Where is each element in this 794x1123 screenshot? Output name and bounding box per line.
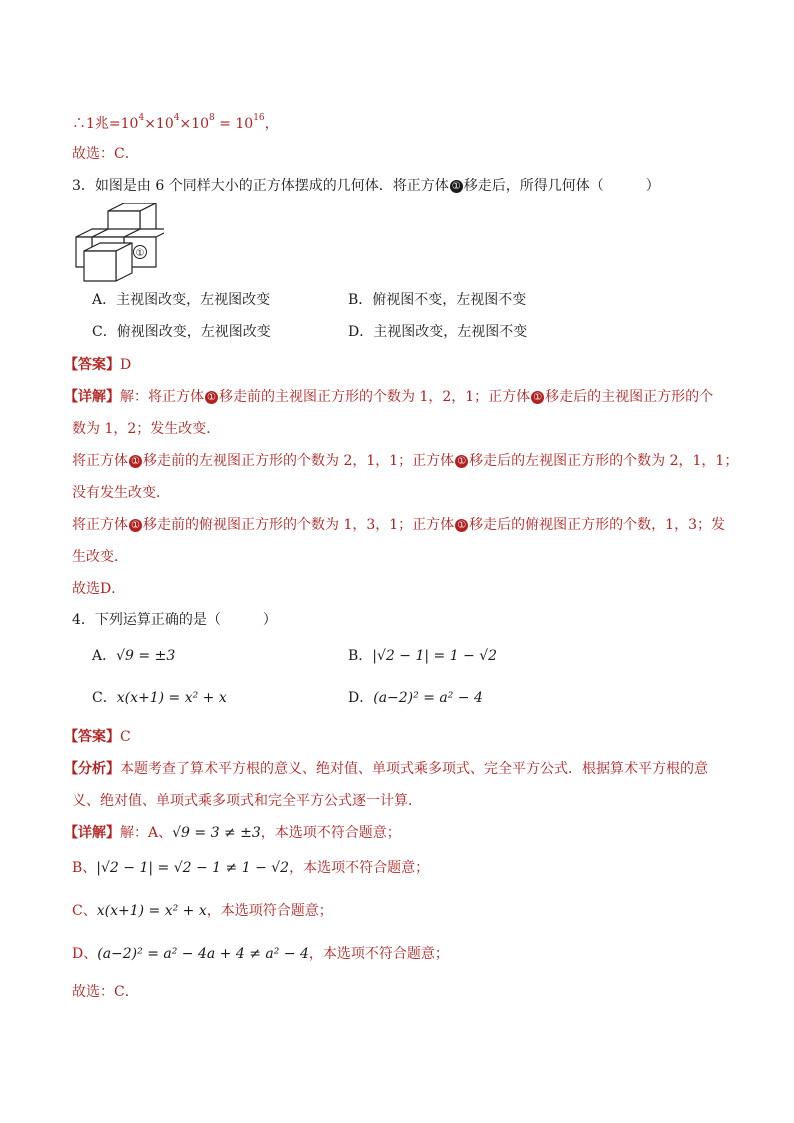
opt-b-expr: |√2 − 1| = 1 − √2 — [372, 648, 498, 664]
q4-option-c — [92, 688, 227, 708]
analysis-text-1: 本题考查了算术平方根的意义、绝对值、单项式乘多项式、完全平方公式．根据算术平方根的意 — [120, 761, 708, 777]
q4-detail-d — [72, 944, 449, 964]
detail-tag: 【详解】 — [64, 389, 120, 405]
q3-detail-line-6: 生改变． — [72, 549, 128, 565]
q4-detail-c — [72, 901, 333, 921]
circle-one-icon: ① — [129, 519, 142, 532]
q3-final-answer: 故选D． — [72, 581, 126, 597]
exp-4: 16 — [253, 113, 265, 123]
circle-one-icon: ① — [205, 391, 218, 404]
opt-d-expr: (a−2)² = a² − 4 — [373, 690, 483, 706]
q3-option-b: B．俯视图不变，左视图不变 — [348, 292, 527, 308]
q3-stem-b: 移走后，所得几何体（ ） — [463, 178, 660, 194]
opt-a-label: A． — [92, 648, 117, 664]
q3-answer — [64, 355, 131, 375]
detail-d-expr: (a−2)² = a² − 4a + 4 ≠ a² − 4 — [97, 946, 309, 962]
eq-equals: = 10 — [214, 116, 254, 132]
d5c: 移走后的俯视图正方形的个数，1，3；发 — [469, 517, 725, 533]
q4-option-d — [348, 688, 483, 708]
opt-b-label: B． — [348, 648, 373, 664]
detail-b-expr: |√2 − 1| = √2 − 1 ≠ 1 − √2 — [96, 860, 290, 876]
d3b: 移走前的左视图正方形的个数为 2，1，1；正方体 — [143, 453, 455, 469]
q4-stem: 4．下列运算正确的是（ ） — [72, 612, 277, 628]
exp-2: 4 — [173, 113, 180, 123]
opt-c-label: C． — [92, 690, 117, 706]
detail-tag: 【详解】 — [64, 825, 120, 841]
exp-1: 4 — [138, 113, 145, 123]
q3-detail-line-2: 数为 1，2；发生改变． — [72, 421, 221, 437]
q4-final-answer: 故选：C． — [72, 984, 139, 1000]
d1a: 解：将正方体 — [120, 389, 204, 405]
detail-c-prefix: C、 — [72, 903, 97, 919]
q3-detail-line-3 — [72, 451, 738, 471]
q3-option-c: C．俯视图改变，左视图改变 — [92, 324, 271, 340]
answer-value: D — [120, 357, 132, 373]
opt-d-label: D． — [348, 690, 374, 706]
detail-a-expr: √9 = 3 ≠ ±3 — [172, 825, 261, 841]
q4-analysis-line-2: 义、绝对值、单项式乘多项式和完全平方公式逐一计算． — [72, 793, 422, 809]
power-equation-line — [72, 108, 279, 134]
eq-sep-1: ×10 — [144, 116, 174, 132]
circle-one-icon: ① — [450, 180, 463, 193]
analysis-tag: 【分析】 — [64, 761, 120, 777]
q4-detail-a — [64, 823, 401, 843]
answer-value: C — [120, 729, 131, 745]
d5a: 将正方体 — [72, 517, 128, 533]
opt-c-expr: x(x+1) = x² + x — [116, 690, 227, 706]
q4-analysis-line-1 — [64, 759, 708, 779]
d3c: 移走后的左视图正方形的个数为 2，1，1； — [469, 453, 739, 469]
answer-tag: 【答案】 — [64, 357, 120, 373]
d5b: 移走前的俯视图正方形的个数为 1，3，1；正方体 — [143, 517, 455, 533]
cube-figure — [72, 203, 164, 285]
d1b: 移走前的主视图正方形的个数为 1，2，1；正方体 — [219, 389, 531, 405]
circle-one-icon: ① — [455, 455, 468, 468]
cube-label-one: ① — [135, 248, 145, 259]
detail-c-tail: ，本选项符合题意； — [206, 903, 333, 919]
answer-tag: 【答案】 — [64, 729, 120, 745]
detail-b-tail: ，本选项不符合题意； — [289, 860, 430, 876]
answer-line-prev: 故选：C． — [72, 146, 139, 162]
q3-stem-a: 3．如图是由 6 个同样大小的正方体摆成的几何体．将正方体 — [72, 178, 449, 194]
circle-one-icon: ① — [455, 519, 468, 532]
opt-a-expr: √9 = ±3 — [116, 648, 176, 664]
detail-c-expr: x(x+1) = x² + x — [96, 903, 207, 919]
q3-stem — [72, 176, 660, 196]
q4-option-a — [92, 646, 175, 666]
q4-option-b — [348, 646, 497, 666]
circle-one-icon: ① — [531, 391, 544, 404]
q3-option-d: D．主视图改变，左视图不变 — [348, 324, 528, 340]
q3-detail-line-5 — [72, 515, 725, 535]
exp-3: 8 — [209, 113, 215, 123]
detail-a-prefix: 解：A、 — [120, 825, 173, 841]
q3-detail-line-1 — [64, 387, 713, 407]
detail-d-tail: ，本选项不符合题意； — [308, 946, 449, 962]
q4-detail-b — [72, 858, 429, 878]
eq-sep-2: ×10 — [179, 116, 210, 132]
detail-b-prefix: B、 — [72, 860, 97, 876]
eq-tail: ， — [264, 116, 279, 132]
detail-d-prefix: D、 — [72, 946, 98, 962]
detail-a-tail: ，本选项不符合题意； — [260, 825, 401, 841]
circle-one-icon: ① — [129, 455, 142, 468]
d3a: 将正方体 — [72, 453, 128, 469]
q3-option-a: A．主视图改变，左视图改变 — [92, 292, 271, 308]
eq-prefix: ∴1兆=10 — [72, 116, 139, 132]
d1c: 移走后的主视图正方形的个 — [545, 389, 714, 405]
q4-answer — [64, 727, 131, 747]
q3-detail-line-4: 没有发生改变． — [72, 485, 170, 501]
